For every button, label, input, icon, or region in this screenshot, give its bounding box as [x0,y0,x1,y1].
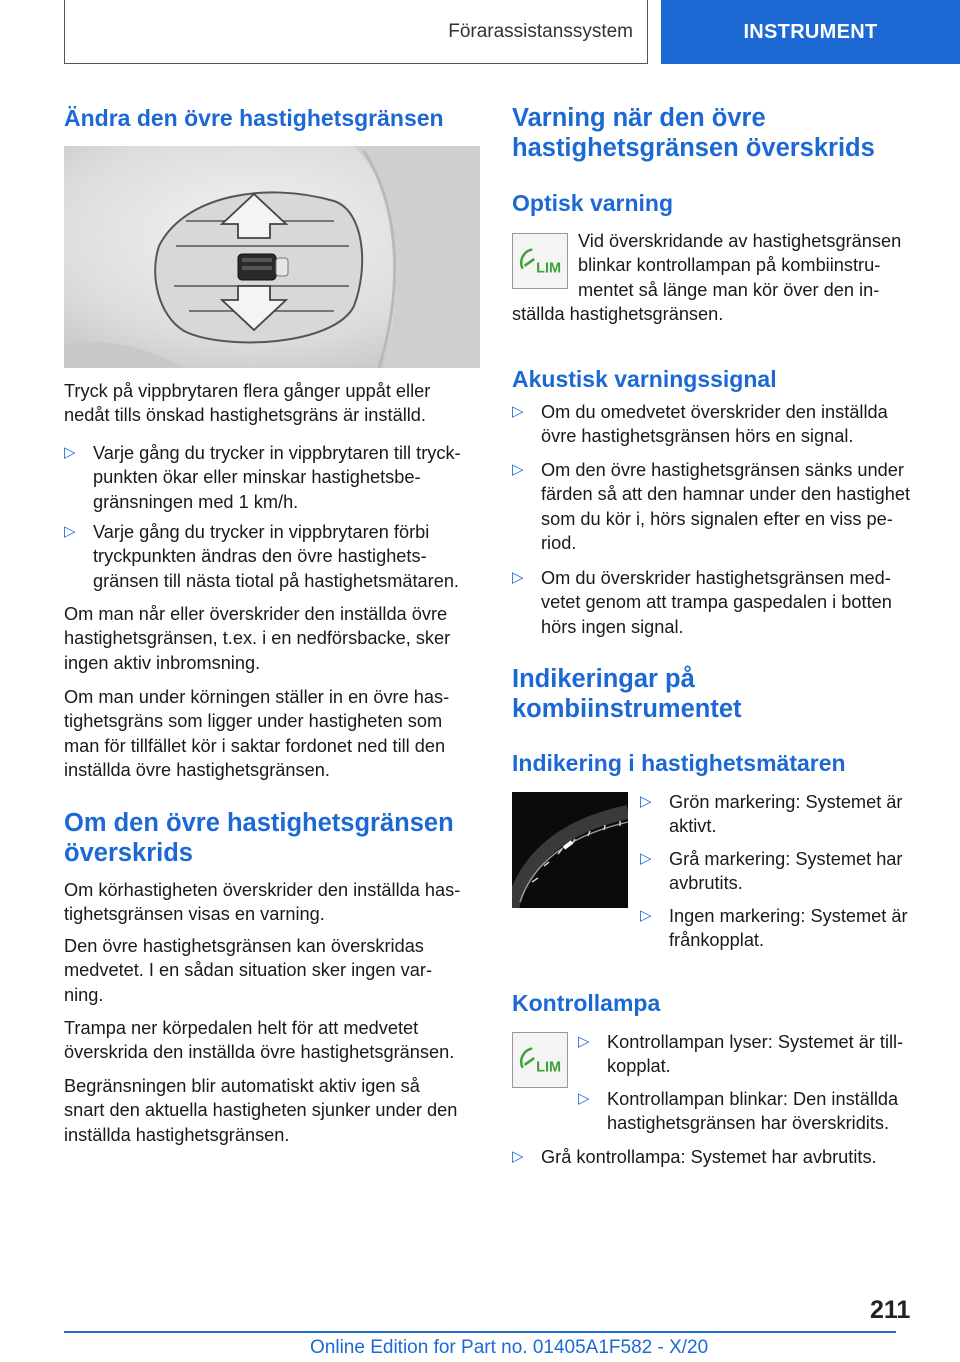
optisk-line-4: ställda hastighetsgränsen. [512,304,724,324]
ind-bullet-2 [640,847,940,896]
ak-b2-line-2: färden så att den hamnar under den hastighet [541,484,911,505]
akustisk-heading: Akustisk varningssignal [512,366,777,392]
ko-b3-line-1: Grå kontrollampa: Systemet har avbrutits. [541,1147,877,1167]
ko-b2-line-1: Kontrollampan blinkar: Den inställda [607,1089,899,1109]
ak-b1-line-2: övre hastighetsgränsen hörs en signal. [541,426,854,447]
ak-b2-line-1: Om den övre hastighetsgränsen sänks under [541,460,904,480]
optisk-line-1: Vid överskridande av hastighetsgränsen [578,231,902,251]
left-p3-line-3: man för tillfället kör i saktar fordonet ned till den [64,735,446,756]
left-paragraph-2 [64,602,480,675]
optisk-line-3: mentet så länge man kör över den in- [578,279,880,300]
left-paragraph-4 [64,878,480,927]
ak-b3-line-1: Om du överskrider hastighetsgränsen med- [541,568,891,588]
left-heading-1: Ändra den övre hastighetsgränsen [64,105,444,131]
indikeringar-heading [512,664,932,724]
left-p1-line-2: nedåt tills önskad hastighetsgräns är inställd. [64,405,426,426]
triangle-bullet-icon: ▷ [578,1033,590,1050]
triangle-bullet-icon: ▷ [640,907,652,924]
ak-b3-line-3: hörs ingen signal. [541,616,684,637]
lim-indicator-icon [512,233,568,289]
left-p5-line-3: ning. [64,984,104,1005]
left-bullet-2 [64,520,480,593]
lim-label: LIM [536,260,562,277]
triangle-bullet-icon: ▷ [64,444,76,461]
left-p2-line-3: ingen aktiv inbromsning. [64,652,261,673]
right-h1-line-2: hastighetsgränsen överskrids [512,134,875,162]
header-section-title: Förarassistanssystem [448,20,633,42]
akustisk-bullet-3 [512,566,942,639]
right-h1-line-1: Varning när den övre [512,104,766,132]
left-b1-line-2: punkten ökar eller minskar hastighetsbe- [93,467,421,488]
left-p6-line-2: överskrida den inställda övre hastighetsgränsen. [64,1042,455,1063]
steering-wheel-switch-image [64,146,480,368]
kontroll-bullet-2 [578,1087,938,1136]
left-p4-line-1: Om körhastigheten överskrider den inställda has- [64,880,461,900]
left-h2-line-1: Om den övre hastighetsgränsen [64,809,454,837]
left-p7-line-3: inställda hastighetsgränsen. [64,1124,290,1145]
left-h2-line-2: överskrids [64,839,193,867]
triangle-bullet-icon: ▷ [512,569,524,586]
footer-divider [64,1331,896,1333]
left-paragraph-5 [64,934,480,1007]
ko-b1-line-1: Kontrollampan lyser: Systemet är till- [607,1032,904,1052]
left-p3-line-4: inställda övre hastighetsgränsen. [64,759,330,780]
akustisk-bullet-1 [512,400,942,449]
ind-b3-line-1: Ingen markering: Systemet är [669,906,908,926]
ind-bullet-3 [640,904,940,953]
left-p7-line-1: Begränsningen blir automatiskt aktiv igen så [64,1076,420,1096]
ind-b2-line-2: avbrutits. [669,873,743,894]
triangle-bullet-icon: ▷ [64,523,76,540]
right-heading-1 [512,103,932,163]
left-heading-2 [64,808,484,868]
left-b1-line-1: Varje gång du trycker in vippbrytaren till tryck- [93,443,461,463]
optisk-line-2: blinkar kontrollampan på kombiinstru- [578,255,881,276]
left-p6-line-1: Trampa ner körpedalen helt för att medvetet [64,1018,419,1038]
left-paragraph-3 [64,685,480,782]
left-p3-line-2: tighetsgräns som ligger under hastigheten som [64,711,443,732]
left-b2-line-2: tryckpunkten ändras den övre hastighets- [93,546,427,567]
ind-bullet-1 [640,790,940,839]
page-number: 211 [870,1296,911,1324]
speedometer-image [512,792,628,908]
kontroll-bullet-3 [512,1145,942,1169]
left-p2-line-2: hastighetsgränsen, t.ex. i en nedförsbacke, sker [64,628,451,649]
ko-b2-line-2: hastighetsgränsen har överskridits. [607,1113,890,1134]
triangle-bullet-icon: ▷ [512,403,524,420]
ind-h-line-2: kombiinstrumentet [512,695,742,723]
ko-b1-line-2: kopplat. [607,1056,671,1077]
left-b1-line-3: gränsningen med 1 km/h. [93,491,299,512]
left-p3-line-1: Om man under körningen ställer in en övre has- [64,687,450,707]
left-p1-line-1: Tryck på vippbrytaren flera gånger uppåt eller [64,381,431,401]
optisk-paragraph [578,229,938,302]
left-p7-line-2: snart den aktuella hastigheten sjunker under den [64,1100,458,1121]
ind-b1-line-2: aktivt. [669,816,717,837]
kontrollampa-heading: Kontrollampa [512,990,661,1016]
header-chapter-tab[interactable] [661,0,960,64]
lim-label-2: LIM [536,1059,562,1076]
left-bullet-1 [64,441,480,514]
triangle-bullet-icon: ▷ [512,461,524,478]
ak-b2-line-4: riod. [541,532,577,553]
left-p4-line-2: tighetsgränsen visas en varning. [64,904,325,925]
left-p5-line-1: Den övre hastighetsgränsen kan överskridas [64,936,424,956]
lim-indicator-icon-2 [512,1032,568,1088]
triangle-bullet-icon: ▷ [512,1148,524,1165]
left-paragraph-7 [64,1074,480,1147]
left-b2-line-1: Varje gång du trycker in vippbrytaren förbi [93,522,430,542]
footer-edition-text: Online Edition for Part no. 01405A1F582 - X/20 [310,1337,709,1358]
ind-h-line-1: Indikeringar på [512,665,695,693]
left-p2-line-1: Om man når eller överskrider den inställda övre [64,604,448,624]
left-paragraph-1 [64,379,480,428]
akustisk-bullet-2 [512,458,942,555]
ind-b2-line-1: Grå markering: Systemet har [669,849,903,869]
triangle-bullet-icon: ▷ [640,850,652,867]
triangle-bullet-icon: ▷ [640,793,652,810]
kontroll-bullet-1 [578,1030,938,1079]
left-p5-line-2: medvetet. I en sådan situation sker ingen var- [64,960,432,981]
ind-b1-line-1: Grön markering: Systemet är [669,792,903,812]
optisk-heading: Optisk varning [512,190,674,216]
header-chapter-title: INSTRUMENT [743,20,878,43]
triangle-bullet-icon: ▷ [578,1090,590,1107]
left-b2-line-3: gränsen till nästa tiotal på hastighetsmätaren. [93,570,459,591]
ak-b3-line-2: vetet genom att trampa gaspedalen i botten [541,592,892,613]
header-section-box [64,0,648,64]
left-paragraph-6 [64,1016,480,1065]
indikering-subheading: Indikering i hastighetsmätaren [512,750,846,776]
ind-b3-line-2: frånkopplat. [669,930,765,951]
ak-b2-line-3: som du kör i, hörs signalen efter en viss pe- [541,508,893,529]
ak-b1-line-1: Om du omedvetet överskrider den inställda [541,402,888,422]
